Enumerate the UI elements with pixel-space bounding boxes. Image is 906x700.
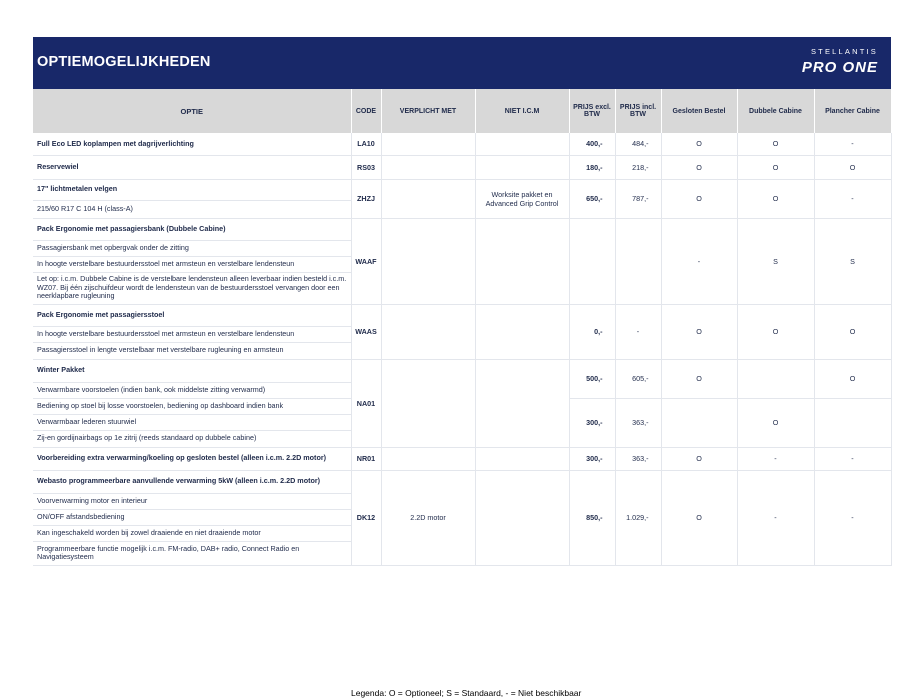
table-row	[33, 218, 891, 240]
page-header	[33, 37, 891, 89]
option-name: Winter Pakket	[33, 359, 351, 382]
verplicht-cell	[381, 359, 475, 447]
col-header-gesloten-bestel: Gesloten Bestel	[661, 89, 737, 133]
availability-dubbele: O	[737, 133, 814, 155]
option-code: ZHZJ	[351, 179, 381, 218]
availability-gesloten: O	[661, 133, 737, 155]
col-header-prijs-incl: PRIJS incl. BTW	[615, 89, 661, 133]
table-row	[33, 155, 891, 179]
logo-text-top: STELLANTIS	[810, 47, 878, 56]
price-incl: 363,-	[615, 398, 661, 447]
col-header-plancher-cabine: Plancher Cabine	[814, 89, 891, 133]
availability-plancher: -	[814, 447, 891, 470]
option-detail: Bediening op stoel bij losse voorstoelen, bediening op dashboard indien bank	[33, 398, 351, 414]
option-name: Full Eco LED koplampen met dagrijverlichting	[33, 133, 351, 155]
table-row	[33, 470, 891, 493]
availability-dubbele: S	[737, 218, 814, 304]
availability-gesloten: O	[661, 447, 737, 470]
legend: Legenda: O = Optioneel; S = Standaard, - = Niet beschikbaar	[351, 688, 582, 698]
availability-dubbele: O	[737, 304, 814, 359]
price-incl: 1.029,-	[615, 470, 661, 565]
price-incl: 605,-	[615, 359, 661, 398]
price-excl: 180,-	[569, 155, 615, 179]
price-excl: 0,-	[569, 304, 615, 359]
availability-plancher: O	[814, 155, 891, 179]
verplicht-cell	[381, 155, 475, 179]
option-detail: Zij-en gordijnairbags op 1e zitrij (reeds standaard op dubbele cabine)	[33, 430, 351, 447]
option-detail: Verwarmbaar lederen stuurwiel	[33, 414, 351, 430]
stellantis-pro-one-logo	[788, 47, 878, 81]
col-header-dubbele-cabine: Dubbele Cabine	[737, 89, 814, 133]
option-name: Webasto programmeerbare aanvullende verwarming 5kW (alleen i.c.m. 2.2D motor)	[33, 470, 351, 493]
price-excl: 850,-	[569, 470, 615, 565]
availability-gesloten	[661, 398, 737, 447]
option-detail: Voorverwarming motor en interieur	[33, 493, 351, 509]
table-row	[33, 133, 891, 155]
availability-dubbele: O	[737, 398, 814, 447]
option-code: RS03	[351, 155, 381, 179]
availability-dubbele	[737, 359, 814, 398]
niet-cell	[475, 359, 569, 447]
options-table	[33, 89, 892, 566]
verplicht-cell	[381, 179, 475, 218]
availability-dubbele: -	[737, 470, 814, 565]
niet-cell	[475, 133, 569, 155]
availability-gesloten: O	[661, 155, 737, 179]
niet-cell	[475, 470, 569, 565]
availability-plancher: -	[814, 179, 891, 218]
option-detail: In hoogte verstelbare bestuurdersstoel met armsteun en verstelbare lendensteun	[33, 256, 351, 272]
option-code: LA10	[351, 133, 381, 155]
col-header-prijs-excl: PRIJS excl. BTW	[569, 89, 615, 133]
table-row	[33, 179, 891, 200]
niet-cell	[475, 155, 569, 179]
option-detail: In hoogte verstelbare bestuurdersstoel met armsteun en verstelbare lendensteun	[33, 326, 351, 342]
niet-icm: Worksite pakket en Advanced Grip Control	[475, 179, 569, 218]
table-row	[33, 304, 891, 326]
option-code: WAAS	[351, 304, 381, 359]
option-detail: Kan ingeschakeld worden bij zowel draaiende en niet draaiende motor	[33, 525, 351, 541]
availability-plancher: O	[814, 304, 891, 359]
price-incl	[615, 218, 661, 304]
availability-gesloten: O	[661, 470, 737, 565]
niet-cell	[475, 447, 569, 470]
option-name: Pack Ergonomie met passagiersbank (Dubbele Cabine)	[33, 218, 351, 240]
price-excl	[569, 218, 615, 304]
availability-dubbele: O	[737, 179, 814, 218]
niet-cell	[475, 218, 569, 304]
option-detail: Verwarmbare voorstoelen (indien bank, ook middelste zitting verwarmd)	[33, 382, 351, 398]
availability-gesloten: O	[661, 304, 737, 359]
table-row	[33, 447, 891, 470]
col-header-code: CODE	[351, 89, 381, 133]
col-header-optie: OPTIE	[33, 89, 351, 133]
availability-gesloten: O	[661, 179, 737, 218]
col-header-verplicht: VERPLICHT MET	[381, 89, 475, 133]
option-detail: Passagiersstoel in lengte verstelbaar met verstelbare rugleuning en armsteun	[33, 342, 351, 359]
availability-gesloten: -	[661, 218, 737, 304]
price-excl: 650,-	[569, 179, 615, 218]
availability-plancher: -	[814, 133, 891, 155]
option-code: DK12	[351, 470, 381, 565]
availability-plancher: -	[814, 470, 891, 565]
verplicht-cell	[381, 133, 475, 155]
price-incl: 363,-	[615, 447, 661, 470]
option-detail: Let op: i.c.m. Dubbele Cabine is de verstelbare lendensteun alleen leverbaar indien besteld i.c.m. WZ07. Bij één zijschuifdeur wordt de lendensteun van de bestuurdersstoel vervangen door een neerklapbare rugleuning	[33, 272, 351, 304]
price-excl: 300,-	[569, 447, 615, 470]
option-detail: 215/60 R17 C 104 H (class-A)	[33, 200, 351, 218]
availability-plancher: S	[814, 218, 891, 304]
verplicht-cell	[381, 304, 475, 359]
price-incl: 484,-	[615, 133, 661, 155]
option-code: NR01	[351, 447, 381, 470]
page-title: OPTIEMOGELIJKHEDEN	[37, 54, 211, 70]
price-excl: 300,-	[569, 398, 615, 447]
option-detail: ON/OFF afstandsbediening	[33, 509, 351, 525]
verplicht-cell	[381, 218, 475, 304]
price-incl: 218,-	[615, 155, 661, 179]
price-excl: 400,-	[569, 133, 615, 155]
logo-text-bottom: PRO ONE	[801, 59, 878, 76]
verplicht-met: 2.2D motor	[381, 470, 475, 565]
availability-gesloten: O	[661, 359, 737, 398]
option-code: NA01	[351, 359, 381, 447]
option-name: Pack Ergonomie met passagiersstoel	[33, 304, 351, 326]
availability-dubbele: O	[737, 155, 814, 179]
col-header-niet: NIET I.C.M	[475, 89, 569, 133]
option-detail: Programmeerbare functie mogelijk i.c.m. FM-radio, DAB+ radio, Connect Radio en Navigatiesysteem	[33, 541, 351, 565]
price-excl: 500,-	[569, 359, 615, 398]
niet-cell	[475, 304, 569, 359]
price-incl: -	[615, 304, 661, 359]
option-detail: Passagiersbank met opbergvak onder de zitting	[33, 240, 351, 256]
availability-dubbele: -	[737, 447, 814, 470]
availability-plancher: O	[814, 359, 891, 398]
availability-plancher	[814, 398, 891, 447]
table-row	[33, 359, 891, 382]
option-name: Voorbereiding extra verwarming/koeling op gesloten bestel (alleen i.c.m. 2.2D motor)	[33, 447, 351, 470]
option-code: WAAF	[351, 218, 381, 304]
table-header-row	[33, 89, 891, 133]
verplicht-cell	[381, 447, 475, 470]
option-name: 17" lichtmetalen velgen	[33, 179, 351, 200]
option-name: Reservewiel	[33, 155, 351, 179]
price-incl: 787,-	[615, 179, 661, 218]
